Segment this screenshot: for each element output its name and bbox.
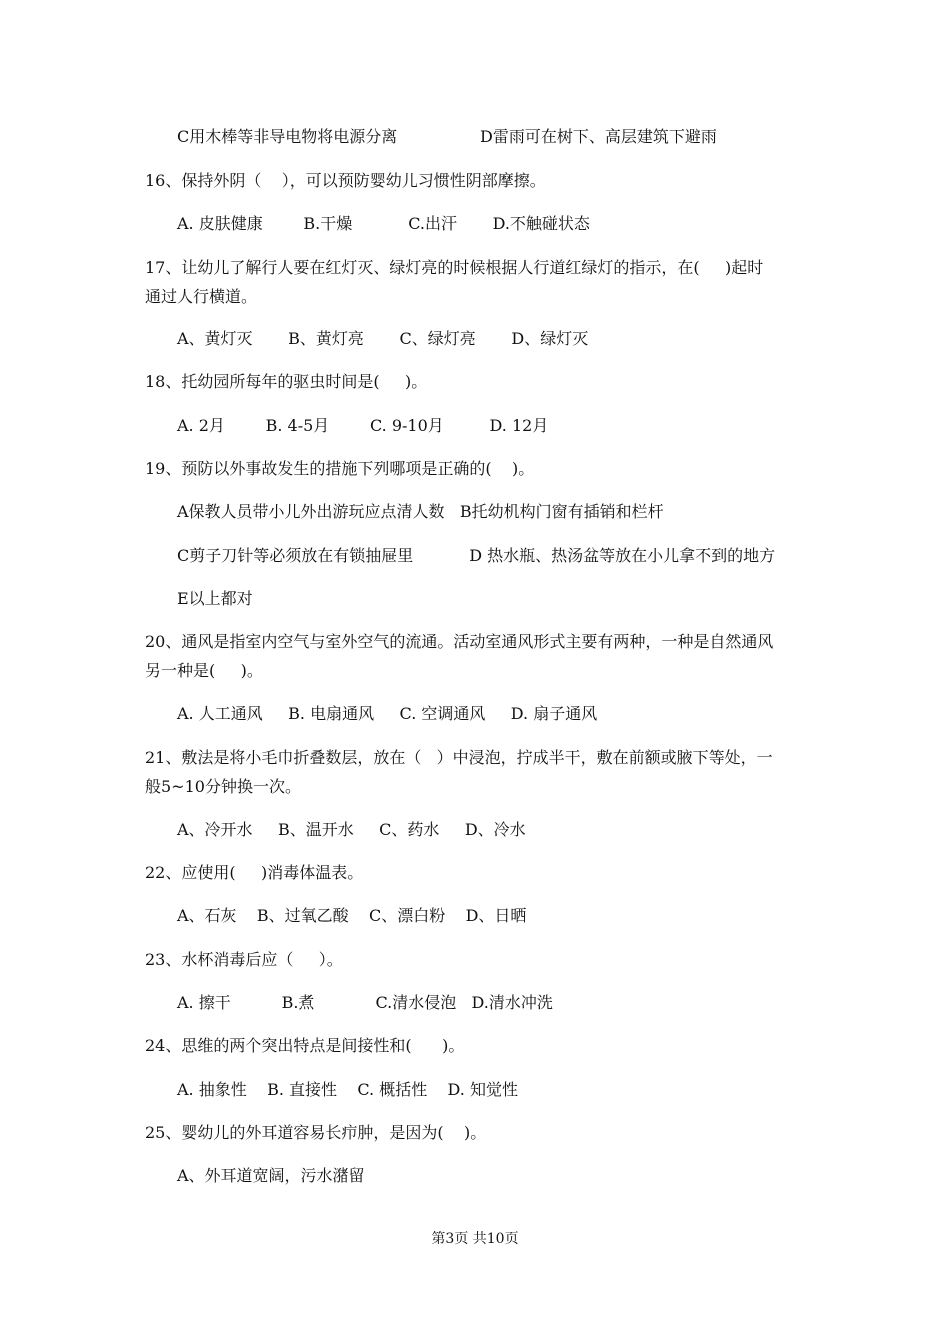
- q19-options-cd: C剪子刀针等必须放在有锁抽屉里 D 热水瓶、热汤盆等放在小儿拿不到的地方: [177, 546, 776, 565]
- question-20-line1: 20、通风是指室内空气与室外空气的流通。活动室通风形式主要有两种，一种是自然通风: [145, 632, 774, 651]
- q15-option-c: C用木棒等非导电物将电源分离: [177, 127, 398, 146]
- question-19: 19、预防以外事故发生的措施下列哪项是正确的( )。: [145, 459, 535, 478]
- q16-options: A. 皮肤健康 B.干燥 C.出汗 D.不触碰状态: [177, 214, 590, 233]
- q17-options: A、黄灯灭 B、黄灯亮 C、绿灯亮 D、绿灯灭: [177, 329, 589, 348]
- question-21-line2: 般5~10分钟换一次。: [145, 777, 301, 796]
- question-17-line2: 通过人行横道。: [145, 287, 258, 306]
- question-18: 18、托幼园所每年的驱虫时间是( )。: [145, 372, 428, 391]
- q21-options: A、冷开水 B、温开水 C、药水 D、冷水: [177, 820, 526, 839]
- q19-option-e: E以上都对: [177, 589, 253, 608]
- q18-options: A. 2月 B. 4-5月 C. 9-10月 D. 12月: [177, 416, 549, 435]
- question-21-line1: 21、敷法是将小毛巾折叠数层，放在（ ）中浸泡，拧成半干，敷在前额或腋下等处，一: [145, 748, 773, 767]
- question-23: 23、水杯消毒后应（ ）。: [145, 950, 343, 969]
- question-25: 25、婴幼儿的外耳道容易长疖肿，是因为( )。: [145, 1123, 487, 1142]
- q19-options-ab: A保教人员带小儿外出游玩应点清人数 B托幼机构门窗有插销和栏杆: [177, 502, 664, 521]
- q15-option-d: D雷雨可在树下、高层建筑下避雨: [480, 127, 717, 146]
- question-22: 22、应使用( )消毒体温表。: [145, 863, 364, 882]
- question-24: 24、思维的两个突出特点是间接性和( )。: [145, 1036, 465, 1055]
- page-footer: 第3页 共10页: [431, 1231, 519, 1247]
- question-16: 16、保持外阴（ ），可以预防婴幼儿习惯性阴部摩擦。: [145, 171, 546, 190]
- q20-options: A. 人工通风 B. 电扇通风 C. 空调通风 D. 扇子通风: [177, 704, 598, 723]
- q24-options: A. 抽象性 B. 直接性 C. 概括性 D. 知觉性: [177, 1080, 518, 1099]
- q25-option-a: A、外耳道宽阔，污水潴留: [177, 1166, 365, 1185]
- q23-options: A. 擦干 B.煮 C.清水侵泡 D.清水冲洗: [177, 993, 553, 1012]
- q22-options: A、石灰 B、过氧乙酸 C、漂白粉 D、日晒: [177, 906, 527, 925]
- question-17-line1: 17、让幼儿了解行人要在红灯灭、绿灯亮的时候根据人行道红绿灯的指示，在( )起时: [145, 258, 764, 277]
- question-20-line2: 另一种是( )。: [145, 661, 263, 680]
